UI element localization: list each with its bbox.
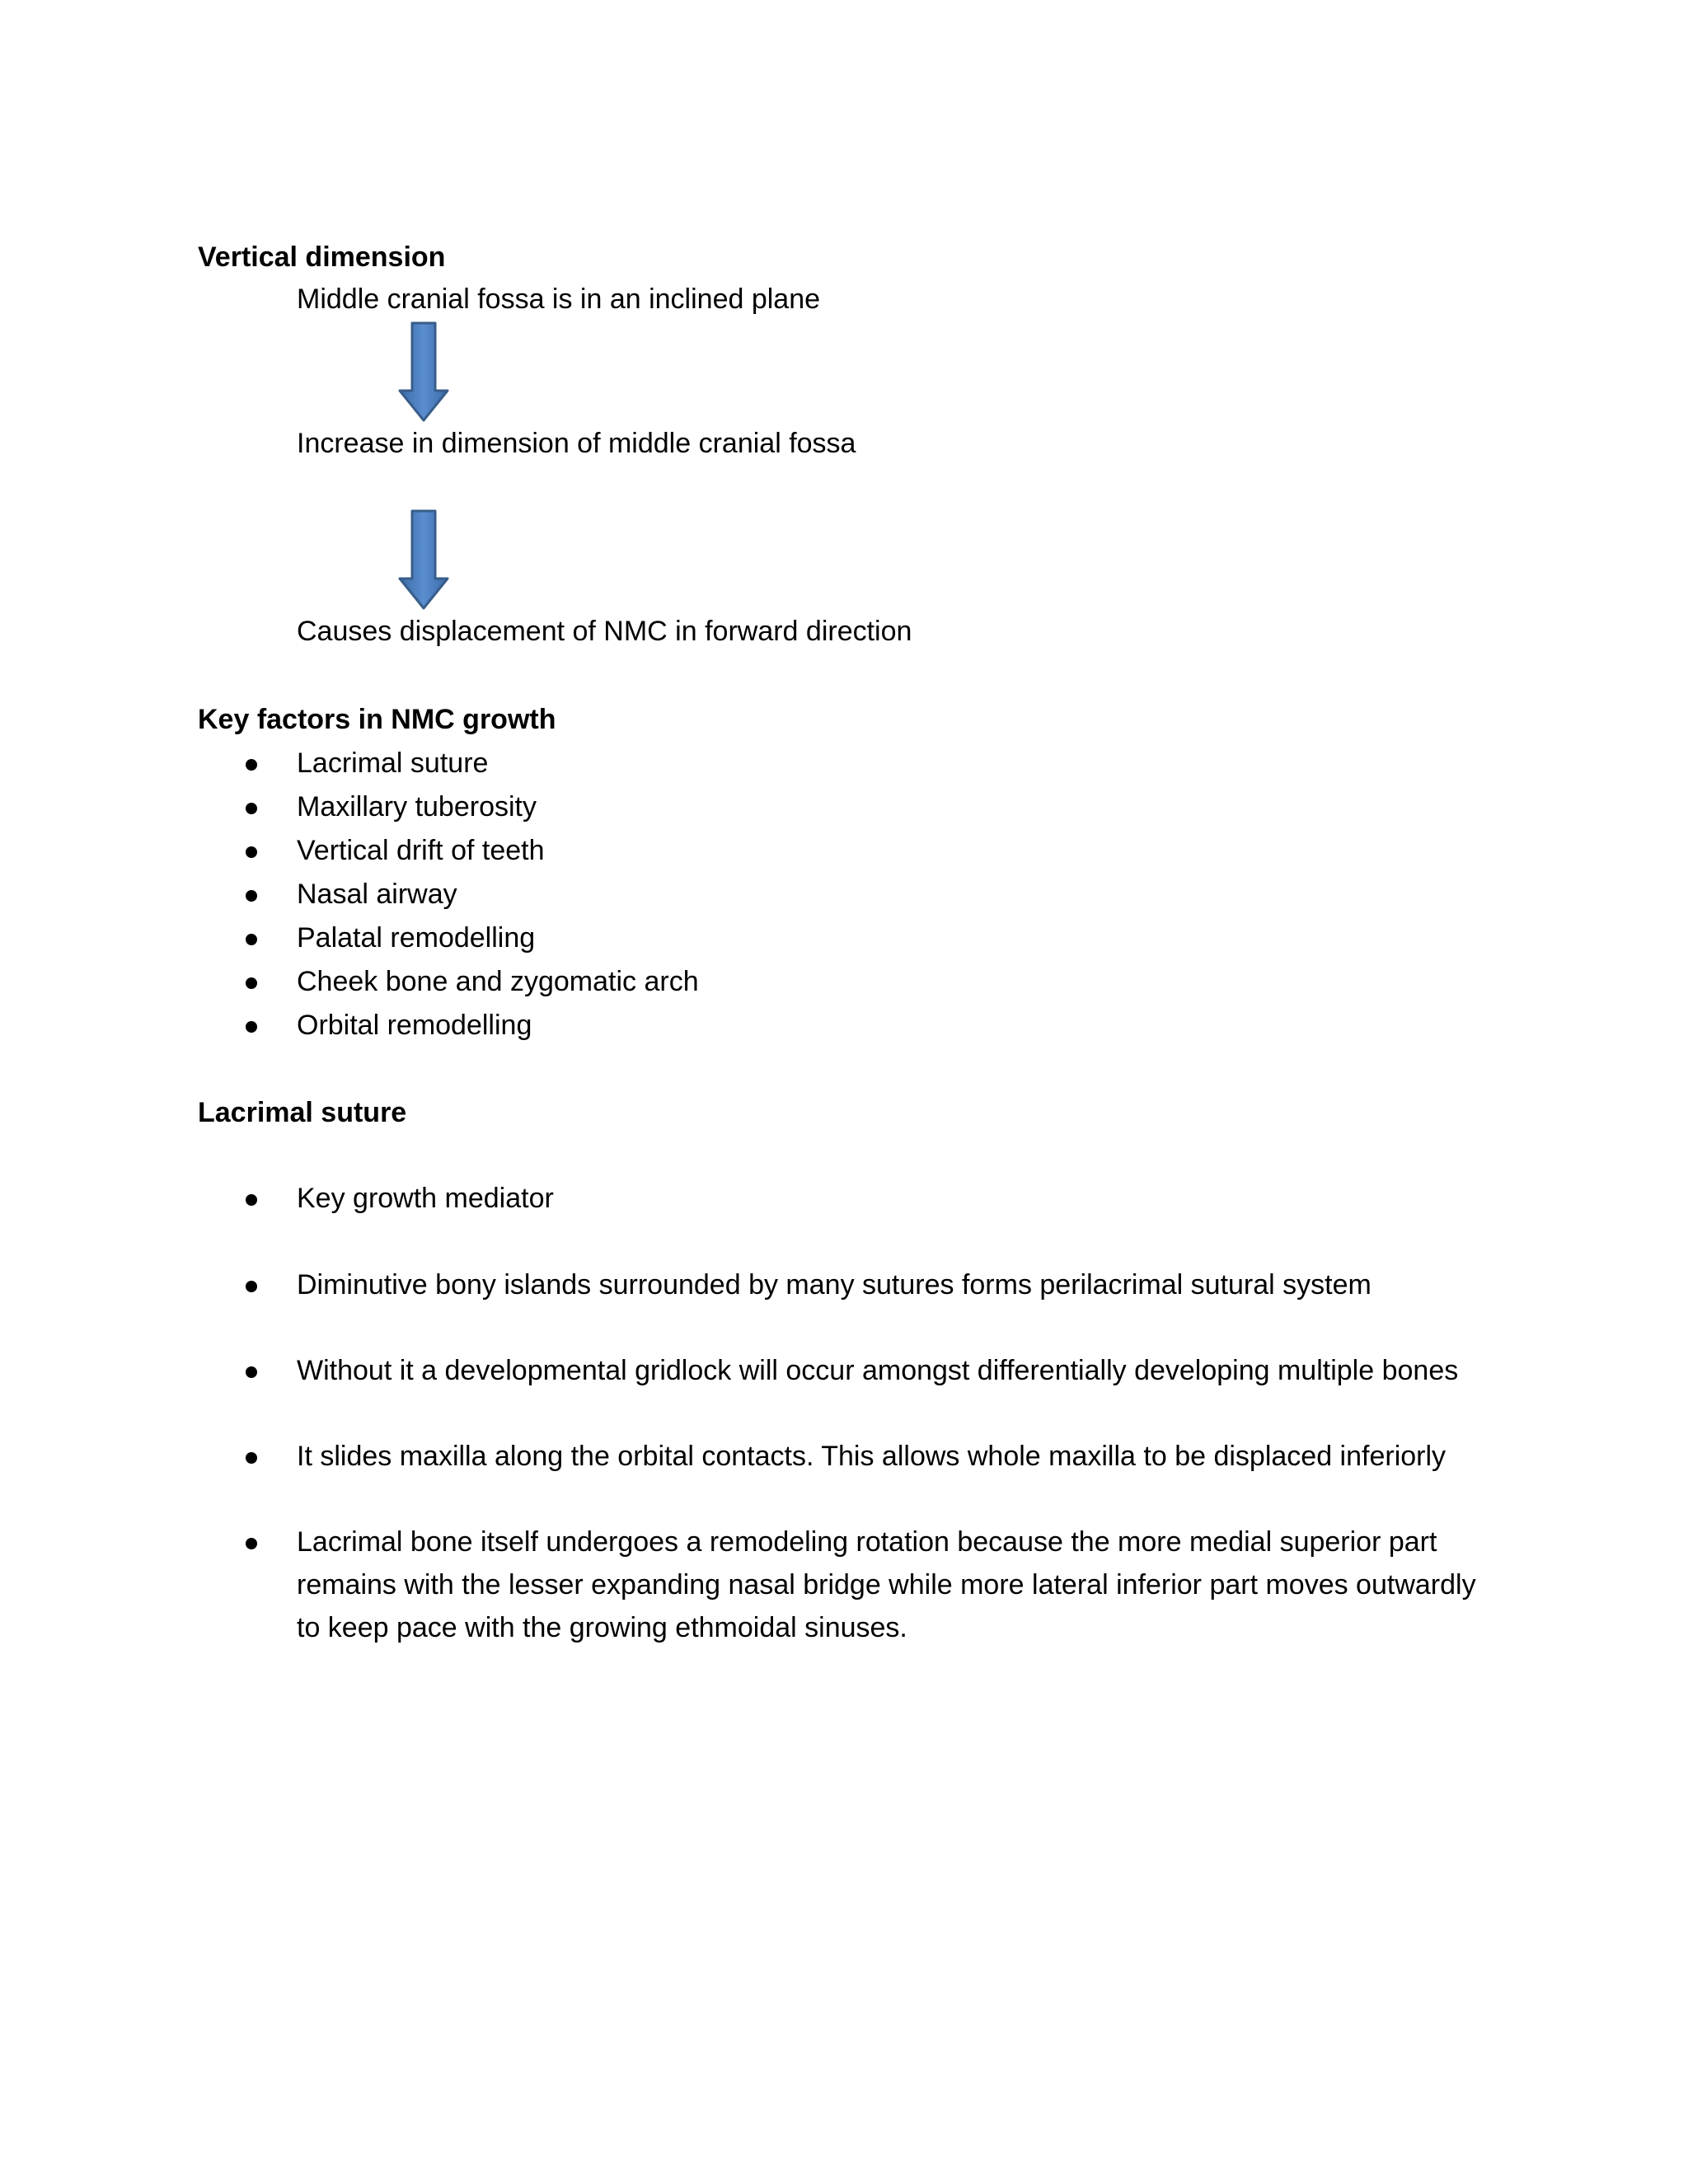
lacrimal-suture-item: Key growth mediator [297, 1183, 554, 1214]
key-factor-item: Lacrimal suture [297, 748, 489, 779]
lacrimal-suture-heading: Lacrimal suture [198, 1097, 407, 1128]
bullet-icon [246, 759, 257, 771]
bullet-icon [246, 1452, 257, 1464]
bullet-icon [246, 890, 257, 902]
key-factor-item: Vertical drift of teeth [297, 835, 545, 866]
flow-step-2: Increase in dimension of middle cranial fossa [297, 428, 856, 459]
down-arrow-icon [397, 321, 450, 424]
key-factor-item: Maxillary tuberosity [297, 791, 537, 823]
bullet-icon [246, 803, 257, 814]
key-factors-heading: Key factors in NMC growth [198, 704, 556, 735]
bullet-icon [246, 1281, 257, 1292]
bullet-icon [246, 1538, 257, 1549]
lacrimal-suture-item: Without it a developmental gridlock will occur amongst differentially developing multiple bones [297, 1355, 1459, 1386]
flow-step-3: Causes displacement of NMC in forward direction [297, 616, 912, 647]
bullet-icon [246, 1194, 257, 1206]
down-arrow-icon [397, 509, 450, 612]
bullet-icon [246, 846, 257, 858]
vertical-dimension-heading: Vertical dimension [198, 241, 446, 273]
bullet-icon [246, 934, 257, 945]
lacrimal-suture-item: Diminutive bony islands surrounded by many sutures forms perilacrimal sutural system [297, 1269, 1372, 1301]
bullet-icon [246, 1366, 257, 1378]
flow-step-1: Middle cranial fossa is in an inclined plane [297, 284, 821, 315]
key-factor-item: Cheek bone and zygomatic arch [297, 966, 699, 997]
lacrimal-suture-item: Lacrimal bone itself undergoes a remodeling rotation because the more medial superior part remains with the lesser expanding nasal bridge while more lateral inferior part moves outwardly to keep pace with the growing ethmoidal sinuses. [297, 1526, 1476, 1643]
key-factor-item: Orbital remodelling [297, 1010, 532, 1041]
key-factor-item: Palatal remodelling [297, 922, 536, 954]
bullet-icon [246, 1021, 257, 1033]
key-factor-item: Nasal airway [297, 879, 457, 910]
lacrimal-suture-item: It slides maxilla along the orbital contacts. This allows whole maxilla to be displaced inferiorly [297, 1441, 1447, 1472]
bullet-icon [246, 977, 257, 989]
